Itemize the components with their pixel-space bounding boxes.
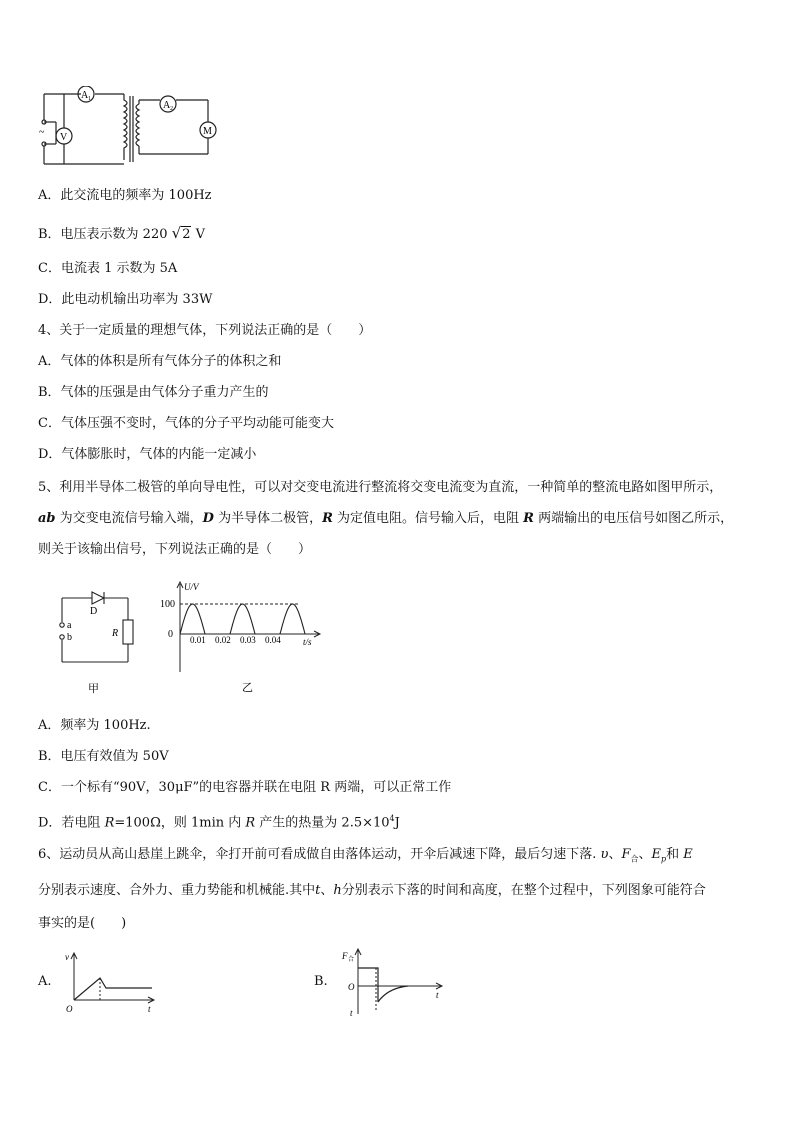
q4-option-d: D．气体膨胀时，气体的内能一定减小 <box>38 447 257 462</box>
q5-option-c: C．一个标有“90V，30μF”的电容器并联在电阻 R 两端，可以正常工作 <box>38 780 452 795</box>
sqrt-radicand: 2 <box>182 227 191 242</box>
q6-graph-b <box>338 944 448 1020</box>
symbol-F-subscript: 合 <box>630 854 639 864</box>
y-axis-label: U/V <box>184 582 199 592</box>
figure-jia-caption: 甲 <box>88 683 99 695</box>
q6-stem-text: 6、运动员从高山悬崖上跳伞，伞打开前可看成做自由落体运动，开伞后减速下降，最后匀速下落. <box>38 847 597 862</box>
q5-d-R2: R <box>245 815 256 831</box>
q5-option-d <box>38 811 400 831</box>
q5-ab: ab <box>38 511 56 526</box>
voltmeter-label: V <box>60 132 68 143</box>
q5-text: 为定值电阻。信号输入后，电阻 <box>332 511 524 526</box>
q3-option-b <box>38 225 205 243</box>
sqrt-symbol: √ <box>171 224 182 242</box>
q6-and: 和 <box>666 847 680 862</box>
tick-label: 0.02 <box>215 635 231 645</box>
graph-b-bottom-label: t <box>350 1008 353 1018</box>
symbol-t: t <box>315 883 321 898</box>
ammeter-1-subscript: 1 <box>88 96 91 102</box>
q6-option-b-label: B. <box>314 974 328 989</box>
graph-b-ylabel-subscript: 合 <box>348 957 355 963</box>
q5-d-exponent: 4 <box>389 814 395 823</box>
symbol-v: υ <box>600 847 609 862</box>
ac-source-symbol: ~ <box>39 127 45 138</box>
q5-text: 两端输出的电压信号如图乙所示， <box>533 511 734 526</box>
motor-label: M <box>203 126 212 137</box>
symbol-Ep-subscript: p <box>661 854 667 864</box>
q5-d-text: D．若电阻 <box>38 815 105 831</box>
graph-b-xlabel: t <box>436 990 439 1000</box>
terminal-a-label: a <box>67 620 72 631</box>
transformer-circuit-figure <box>36 86 221 168</box>
q5-option-a: A．频率为 100Hz. <box>38 718 151 733</box>
q3-option-c: C．电流表 1 示数为 5A <box>38 261 178 276</box>
q5-text: 为交变电流信号输入端， <box>55 511 203 526</box>
q6-stem-line2: 分别表示速度、合外力、重力势能和机械能.其中t、h分别表示下落的时间和高度，在整个过程中，下列图象可能符合 <box>38 883 706 898</box>
graph-a-origin: O <box>66 1004 73 1014</box>
q6-stem-text: 分别表示速度、合外力、重力势能和机械能.其中 <box>38 883 316 898</box>
q5-R: R <box>322 511 333 526</box>
symbol-E: E <box>683 847 693 862</box>
q5-R2: R <box>523 511 534 526</box>
figure-yi-caption: 乙 <box>242 682 253 693</box>
q4-option-c: C．气体压强不变时，气体的分子平均动能可能变大 <box>38 416 334 431</box>
graph-a-ylabel: v <box>65 952 69 962</box>
origin-label: 0 <box>168 629 173 640</box>
q3-option-b-text: B．电压表示数为 220 <box>38 227 168 242</box>
terminal-b-label: b <box>67 632 72 643</box>
ammeter-2-subscript: 2 <box>170 106 173 112</box>
q6-stem-text: 分别表示下落的时间和高度，在整个过程中，下列图象可能符合 <box>341 883 706 898</box>
q6-graph-a <box>62 948 162 1016</box>
x-axis-label: t/s <box>303 637 312 647</box>
ammeter-2-label: A <box>163 100 171 111</box>
q5-d-text: =100Ω，则 1min 内 <box>114 815 246 831</box>
tick-label: 0.03 <box>240 635 256 645</box>
q3-option-a: A．此交流电的频率为 100Hz <box>38 188 212 203</box>
tick-label: 0.01 <box>190 635 206 645</box>
q4-stem: 4、关于一定质量的理想气体，下列说法正确的是（ ） <box>38 323 372 338</box>
q6-option-a-label: A. <box>38 974 52 989</box>
q5-D: D <box>202 511 214 526</box>
q5-d-text: 产生的热量为 2.5×10 <box>255 815 390 831</box>
ammeter-1-label: A <box>81 90 89 101</box>
q5-stem-line1: 5、利用半导体二极管的单向导电性，可以对交变电流进行整流将交变电流变为直流，一种简单的整流电路如图甲所示， <box>38 480 723 495</box>
q5-stem-line2 <box>38 511 733 527</box>
q3-option-b-unit: V <box>195 227 206 242</box>
waveform-hump-3 <box>280 604 305 634</box>
graph-a-xlabel: t <box>148 1004 151 1014</box>
q5-stem-line3: 则关于该输出信号，下列说法正确的是（ ） <box>38 542 312 557</box>
rectified-waveform-figure <box>160 578 340 693</box>
q6-stem-line1: 6、运动员从高山悬崖上跳伞，伞打开前可看成做自由落体运动，开伞后减速下降，最后匀速下落. υ、$F_合$、$E_p$和 E <box>38 847 693 864</box>
waveform-group <box>180 604 305 634</box>
q4-option-a: A．气体的体积是所有气体分子的体积之和 <box>38 354 282 369</box>
diode-label: D <box>90 606 98 617</box>
rectifier-circuit-figure <box>52 590 142 700</box>
q5-option-b: B．电压有效值为 50V <box>38 749 169 764</box>
waveform-hump-2 <box>230 604 255 634</box>
tick-label: 0.04 <box>265 635 281 645</box>
q3-option-d: D．此电动机输出功率为 33W <box>38 292 213 307</box>
q5-d-R: R <box>104 815 115 831</box>
symbol-h: h <box>333 883 342 898</box>
symbol-F: F <box>621 847 631 862</box>
symbol-Ep: E <box>651 847 662 862</box>
graph-b-ylabel: F <box>342 951 348 961</box>
q5-d-unit: J <box>394 815 400 831</box>
q4-option-b: B．气体的压强是由气体分子重力产生的 <box>38 385 269 400</box>
resistor-label: R <box>112 628 119 639</box>
graph-b-origin: O <box>348 982 355 992</box>
waveform-hump-1 <box>180 604 205 634</box>
q5-text: 为半导体二极管， <box>213 511 323 526</box>
q6-stem-line3: 事实的是( ) <box>38 916 127 931</box>
peak-value-label: 100 <box>160 599 175 610</box>
